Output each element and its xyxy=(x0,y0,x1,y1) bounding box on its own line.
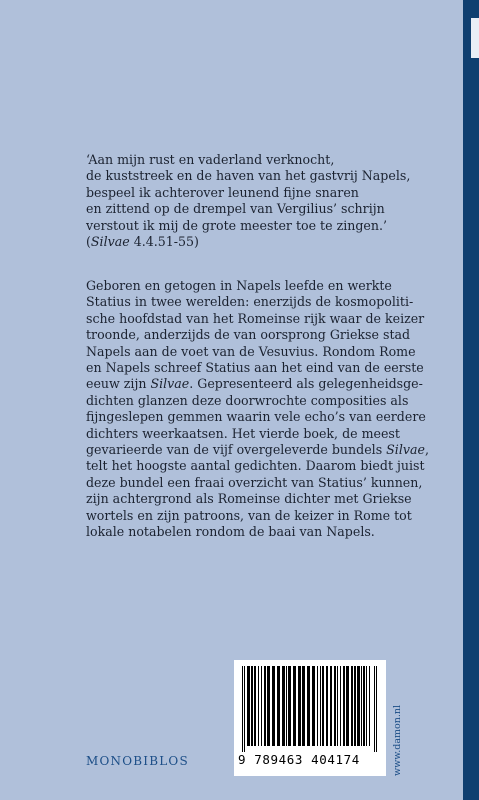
blurb-line: dichters weerkaatsen. Het vierde boek, de meest xyxy=(86,425,400,441)
barcode-bar xyxy=(320,666,321,746)
publisher-website: www.damon.nl xyxy=(392,704,403,776)
barcode-bar xyxy=(277,666,280,746)
barcode-bar xyxy=(288,666,291,746)
barcode-guard-bar xyxy=(374,666,375,752)
blurb-paragraph xyxy=(86,278,446,541)
barcode-bar xyxy=(326,666,328,746)
epigraph-quote xyxy=(86,152,446,250)
barcode-bar xyxy=(343,666,345,746)
quote-line: bespeel ik achterover leunend fijne snaren xyxy=(86,184,359,200)
barcode-bar xyxy=(293,666,296,746)
barcode-bar xyxy=(337,666,338,746)
blurb-line: eeuw zijn Silvae. Gepresenteerd als gelegenheidsge- xyxy=(86,376,423,392)
barcode-bar xyxy=(369,666,370,746)
barcode-bar xyxy=(361,666,362,746)
barcode-bar xyxy=(357,666,360,746)
barcode-bar xyxy=(322,666,324,746)
barcode-guard-bar xyxy=(376,666,377,752)
barcode-bar xyxy=(254,666,256,746)
barcode-bar xyxy=(346,666,349,746)
citation-work: Silvae xyxy=(90,234,130,250)
barcode-bar xyxy=(340,666,341,746)
barcode-bar xyxy=(330,666,332,746)
barcode-bar xyxy=(307,666,310,746)
barcode-bar xyxy=(272,666,275,746)
barcode-bar xyxy=(354,666,356,746)
blurb-line: Napels aan de voet van de Vesuvius. Rondom Rome xyxy=(86,343,416,359)
spine-notch xyxy=(471,18,479,58)
blurb-line: dichten glanzen deze doorwrochte composities als xyxy=(86,392,409,408)
quote-line: verstout ik mij de grote meester toe te zingen.’ xyxy=(86,217,387,233)
barcode-bar xyxy=(298,666,301,746)
barcode-bar xyxy=(317,666,318,746)
blurb-line: sche hoofdstad van het Romeinse rijk waar de keizer xyxy=(86,310,425,326)
blurb-line: wortels en zijn patroons, van de keizer in Rome tot xyxy=(86,507,412,523)
barcode-label xyxy=(234,660,386,776)
barcode-bar xyxy=(366,666,367,746)
barcode-bar xyxy=(334,666,336,746)
barcode-bar xyxy=(267,666,270,746)
barcode-guard-bar xyxy=(244,666,245,752)
blurb-line: lokale notabelen rondom de baai van Napels. xyxy=(86,524,375,540)
blurb-line: gevarieerde van de vijf overgeleverde bundels Silvae, xyxy=(86,442,429,458)
barcode-bar xyxy=(351,666,353,746)
publisher-imprint: MONOBIBLOS xyxy=(86,754,189,768)
barcode-bar xyxy=(363,666,365,746)
barcode-bar xyxy=(282,666,285,746)
barcode-guard-bar xyxy=(242,666,243,752)
blurb-line: telt het hoogste aantal gedichten. Daarom biedt juist xyxy=(86,458,425,474)
barcode-bar xyxy=(312,666,315,746)
quote-line: de kuststreek en de haven van het gastvrij Napels, xyxy=(86,168,411,184)
blurb-line: zijn achtergrond als Romeinse dichter met Griekse xyxy=(86,491,412,507)
blurb-line: Geboren en getogen in Napels leefde en werkte xyxy=(86,278,392,293)
isbn-barcode xyxy=(242,666,378,752)
citation-open: ( xyxy=(86,234,91,250)
barcode-bar xyxy=(302,666,305,746)
blurb-line: fijngeslepen gemmen waarin vele echo’s van eerdere xyxy=(86,409,426,425)
isbn-number: 9 789463 404174 xyxy=(238,752,360,767)
barcode-bar xyxy=(264,666,266,746)
barcode-bar xyxy=(286,666,287,746)
barcode-bar xyxy=(247,666,250,746)
blurb-line: deze bundel een fraai overzicht van Statius’ kunnen, xyxy=(86,474,423,490)
citation-ref: 4.4.51-55) xyxy=(129,234,199,250)
barcode-bar xyxy=(258,666,259,746)
quote-line: ‘Aan mijn rust en vaderland verknocht, xyxy=(86,152,335,167)
spine-band xyxy=(463,0,479,800)
barcode-bar xyxy=(261,666,262,746)
blurb-line: troonde, anderzijds de van oorsprong Griekse stad xyxy=(86,327,411,343)
blurb-line: en Napels schreef Statius aan het eind van de eerste xyxy=(86,360,424,376)
blurb-line: Statius in twee werelden: enerzijds de kosmopoliti- xyxy=(86,294,414,310)
barcode-bar xyxy=(251,666,253,746)
quote-line: en zittend op de drempel van Vergilius’ schrijn xyxy=(86,201,385,217)
quote-citation xyxy=(86,234,446,250)
